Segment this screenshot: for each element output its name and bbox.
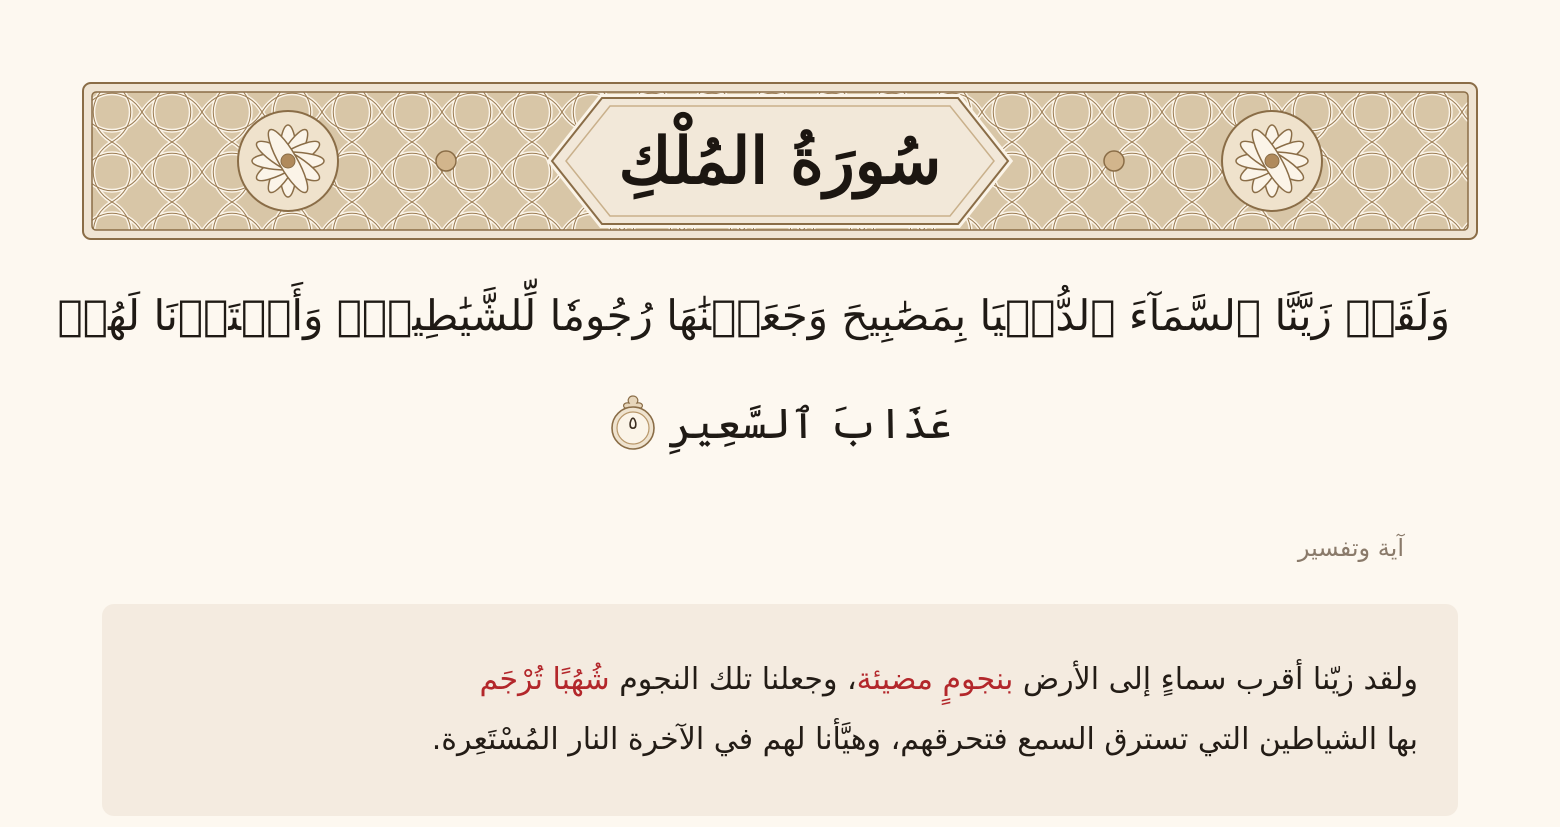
tafsir-card — [102, 604, 1458, 816]
section-label: آية وتفسير — [1297, 534, 1404, 562]
verse-line-2 — [110, 370, 1450, 478]
tafsir-line-2: بها الشياطين التي تسترق السمع فتحرقهم، وهيَّأنا لهم في الآخرة النار المُسْتَعِرة. — [431, 722, 1418, 757]
tafsir-highlight: شُهُبًا تُرْجَم — [479, 662, 610, 697]
tafsir-text-segment: ولقد زيّنا أقرب سماءٍ إلى الأرض — [1013, 662, 1418, 697]
ayah-number: ٥ — [628, 413, 638, 434]
verse-line-2-text: عَذَابَ ٱلسَّعِيرِ — [667, 399, 953, 448]
surah-title: سُورَةُ المُلْكِ — [618, 123, 942, 199]
tafsir-line-1 — [138, 650, 1418, 710]
verse-text — [57, 262, 1450, 478]
tafsir-highlight: بنجومٍ مضيئة — [856, 662, 1014, 697]
ornamental-ayah-end-icon — [608, 394, 658, 452]
tafsir-text-segment: ، وجعلنا تلك النجوم — [609, 662, 857, 697]
surah-header-banner — [82, 82, 1478, 240]
tafsir-text — [138, 650, 1418, 770]
verse-line-1: وَلَقَدۡ زَيَّنَّا ٱلسَّمَآءَ ٱلدُّنۡيَا بِمَصَٰبِيحَ وَجَعَلۡنَٰهَا رُجُومٗا لِّلشَّيَٰطِينِۖ وَأَعۡتَدۡنَا لَهُمۡ — [57, 291, 1450, 340]
